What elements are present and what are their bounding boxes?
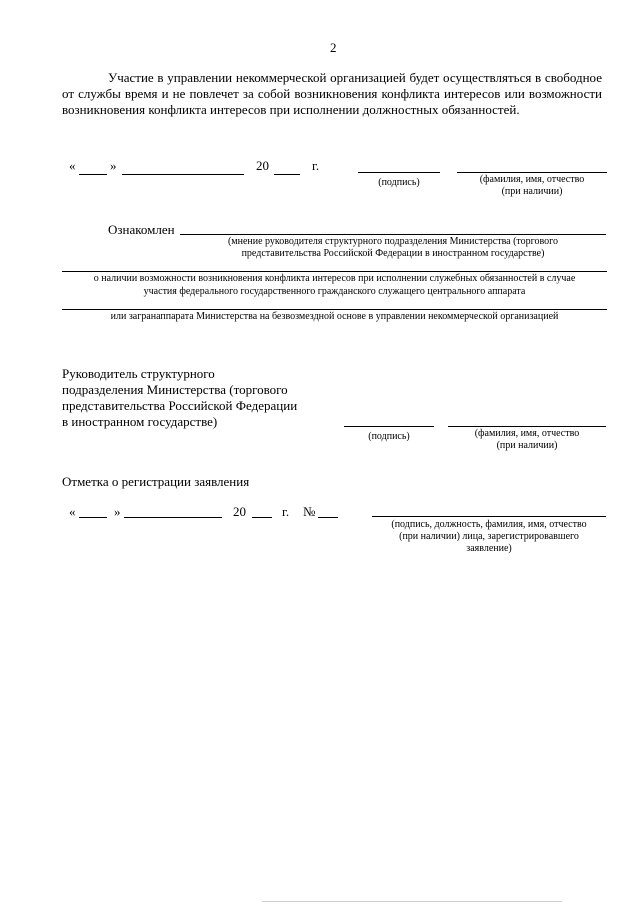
name-field-1[interactable] [457, 172, 607, 173]
head-line-3: представительства Российской Федерации [62, 398, 298, 413]
reg-year-field[interactable] [252, 517, 272, 518]
signature-caption-1: (подпись) [378, 177, 420, 188]
statement-line-3: возникновения конфликта интересов при исполнении должностных обязанностей. [62, 102, 520, 117]
registrar-caption-1: (подпись, должность, фамилия, имя, отчество [391, 519, 587, 530]
head-line-1: Руководитель структурного [62, 366, 215, 381]
acknowledged-caption-3: о наличии возможности возникновения конфликта интересов при исполнении служебных обязанностей в случае [93, 273, 576, 284]
head-line-4: в иностранном государстве) [62, 414, 218, 429]
name-caption-1a: (фамилия, имя, отчество [479, 174, 585, 185]
acknowledged-caption-5: или загранаппарата Министерства на безвозмездной основе в управлении некоммерческой организацией [110, 311, 559, 322]
year-suffix: г. [312, 158, 320, 173]
page-number: 2 [330, 40, 337, 55]
registrar-field[interactable] [372, 516, 606, 517]
scan-artifact-line [262, 901, 562, 902]
year-field[interactable] [274, 174, 300, 175]
name-caption-2a: (фамилия, имя, отчество [474, 428, 580, 439]
reg-year-suffix: г. [282, 504, 290, 519]
reg-close-quote: » [114, 504, 121, 519]
signature-field-1[interactable] [358, 172, 440, 173]
acknowledged-caption-1: (мнение руководителя структурного подразделения Министерства (торгового [227, 236, 559, 247]
name-field-2[interactable] [448, 426, 606, 427]
head-line-2: подразделения Министерства (торгового [62, 382, 288, 397]
acknowledged-field[interactable] [180, 234, 606, 235]
statement-line-1: Участие в управлении некоммерческой организацией будет осуществляться в свободное [108, 70, 602, 85]
reg-month-field[interactable] [124, 517, 222, 518]
day-field[interactable] [79, 174, 107, 175]
registrar-caption-3: заявление) [466, 543, 512, 554]
date-open-quote: « [69, 158, 76, 173]
statement-line-2: от службы время и не повлечет за собой возникновения конфликта интересов или возможности [62, 86, 602, 101]
reg-number-field[interactable] [318, 517, 338, 518]
registration-title: Отметка о регистрации заявления [62, 474, 250, 489]
month-field[interactable] [122, 174, 244, 175]
reg-day-field[interactable] [79, 517, 107, 518]
reg-number-sign: № [303, 504, 316, 519]
acknowledged-caption-4: участия федерального государственного гражданского служащего центрального аппарата [143, 286, 526, 297]
registrar-caption-2: (при наличии) лица, зарегистрировавшего [399, 531, 579, 542]
name-caption-1b: (при наличии) [501, 186, 563, 197]
statement-paragraph [62, 70, 602, 118]
year-prefix: 20 [256, 158, 269, 173]
date-close-quote: » [110, 158, 117, 173]
opinion-line-3[interactable] [62, 309, 607, 310]
acknowledged-label: Ознакомлен [108, 222, 175, 237]
reg-open-quote: « [69, 504, 76, 519]
reg-year-prefix: 20 [233, 504, 246, 519]
signature-caption-2: (подпись) [368, 431, 410, 442]
name-caption-2b: (при наличии) [496, 440, 558, 451]
acknowledged-caption-2: представительства Российской Федерации в иностранном государстве) [241, 248, 545, 259]
signature-field-2[interactable] [344, 426, 434, 427]
opinion-line-2[interactable] [62, 271, 607, 272]
